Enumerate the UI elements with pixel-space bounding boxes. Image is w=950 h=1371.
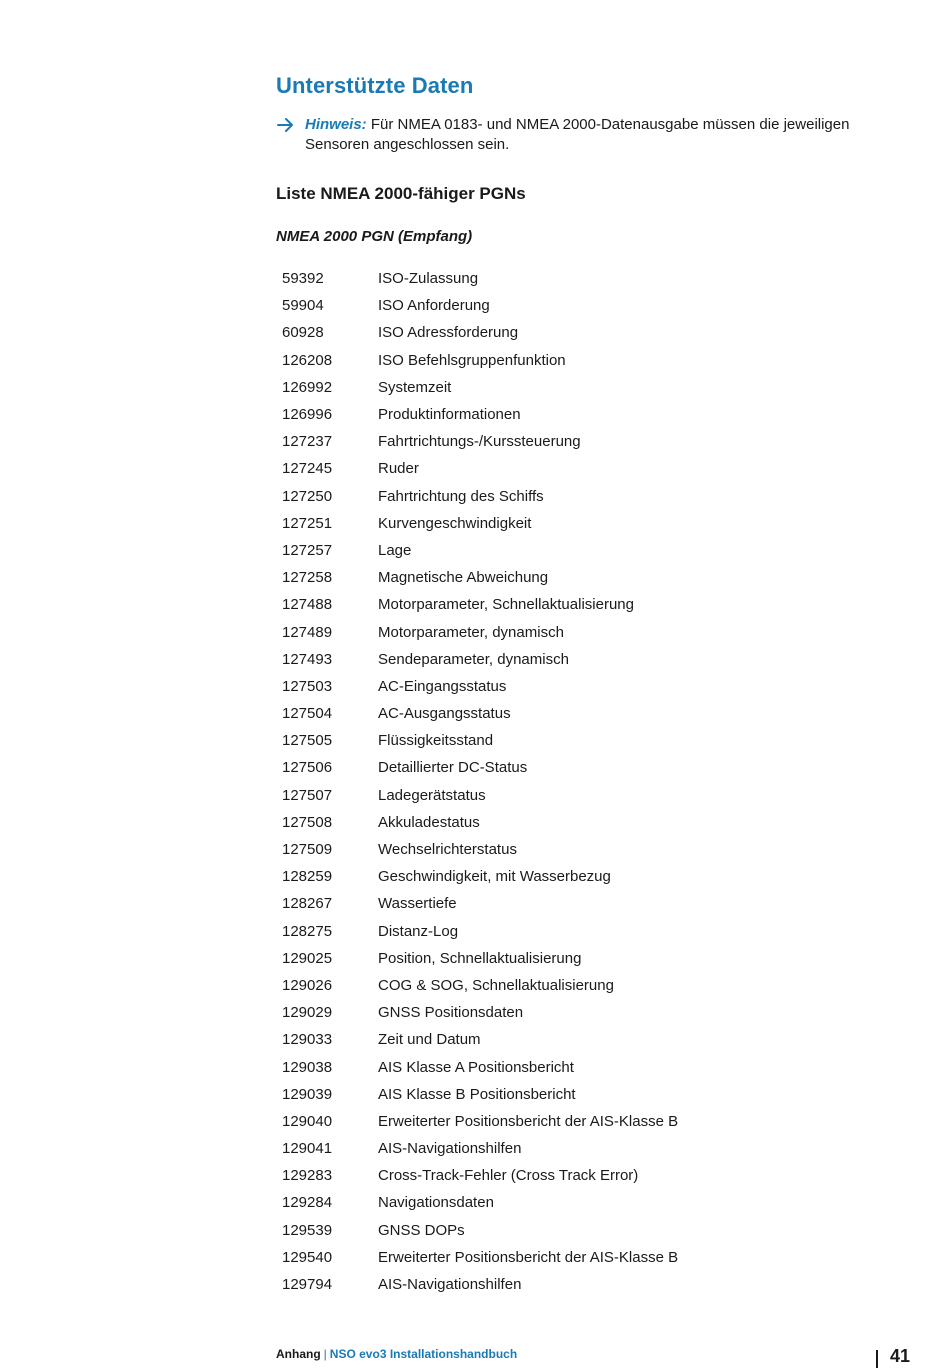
pgn-number: 129040 bbox=[282, 1112, 333, 1130]
pgn-table-body bbox=[276, 265, 678, 1298]
page-number-divider bbox=[876, 1350, 878, 1368]
table-row bbox=[276, 782, 678, 809]
section-heading: Liste NMEA 2000-fähiger PGNs bbox=[276, 184, 526, 203]
table-row bbox=[276, 347, 678, 374]
table-row bbox=[276, 945, 678, 972]
pgn-description: AC-Eingangsstatus bbox=[378, 677, 507, 695]
pgn-number: 59392 bbox=[282, 270, 324, 288]
pgn-description: ISO Adressforderung bbox=[378, 324, 519, 342]
pgn-number: 127251 bbox=[282, 514, 333, 532]
page-title: Unterstützte Daten bbox=[276, 73, 474, 98]
table-row bbox=[276, 483, 678, 510]
pgn-number: 127250 bbox=[282, 487, 333, 505]
table-row bbox=[276, 1053, 678, 1080]
table-row bbox=[276, 374, 678, 401]
table-row bbox=[276, 265, 678, 292]
pgn-description: Wechselrichterstatus bbox=[378, 841, 517, 859]
pgn-description: Kurvengeschwindigkeit bbox=[378, 514, 532, 532]
pgn-number: 127257 bbox=[282, 541, 333, 559]
pgn-number: 128259 bbox=[282, 868, 333, 886]
table-row bbox=[276, 754, 678, 781]
pgn-description: Sendeparameter, dynamisch bbox=[378, 650, 569, 668]
pgn-description: Detaillierter DC-Status bbox=[378, 759, 528, 777]
table-row bbox=[276, 999, 678, 1026]
table-row bbox=[276, 972, 678, 999]
pgn-number: 127504 bbox=[282, 705, 333, 723]
pgn-description: Magnetische Abweichung bbox=[378, 569, 549, 587]
footer-document-title: NSO evo3 Installationshandbuch bbox=[329, 1347, 518, 1361]
table-row bbox=[276, 292, 678, 319]
arrow-right-icon bbox=[276, 115, 296, 135]
table-row bbox=[276, 646, 678, 673]
footer-chapter: Anhang bbox=[276, 1347, 321, 1361]
pgn-number: 129540 bbox=[282, 1248, 333, 1266]
pgn-number: 129284 bbox=[282, 1194, 333, 1212]
pgn-number: 129038 bbox=[282, 1058, 333, 1076]
pgn-description: Fahrtrichtungs-/Kurssteuerung bbox=[378, 433, 581, 451]
footer-separator: | bbox=[323, 1347, 327, 1361]
pgn-number: 126996 bbox=[282, 406, 333, 424]
note-text: Für NMEA 0183- und NMEA 2000-Datenausgabe müssen die jeweiligen Sensoren angeschlossen sein. bbox=[305, 116, 850, 153]
pgn-number: 126208 bbox=[282, 351, 333, 369]
table-row bbox=[276, 319, 678, 346]
sub-heading: NMEA 2000 PGN (Empfang) bbox=[276, 228, 473, 245]
note bbox=[276, 115, 876, 155]
pgn-number: 129041 bbox=[282, 1140, 333, 1158]
pgn-description: Fahrtrichtung des Schiffs bbox=[378, 487, 544, 505]
pgn-description: Distanz-Log bbox=[378, 922, 459, 940]
note-text-block bbox=[305, 115, 876, 155]
pgn-number: 129029 bbox=[282, 1004, 333, 1022]
pgn-description: AC-Ausgangsstatus bbox=[378, 705, 511, 723]
pgn-description: COG & SOG, Schnellaktualisierung bbox=[378, 976, 614, 994]
table-row bbox=[276, 510, 678, 537]
pgn-description: Ruder bbox=[378, 460, 419, 478]
table-row bbox=[276, 727, 678, 754]
footer bbox=[276, 1347, 517, 1361]
pgn-number: 60928 bbox=[282, 324, 324, 342]
pgn-number: 126992 bbox=[282, 378, 333, 396]
pgn-description: GNSS Positionsdaten bbox=[378, 1004, 524, 1022]
table-row bbox=[276, 1135, 678, 1162]
pgn-description: Wassertiefe bbox=[378, 895, 457, 913]
pgn-description: Cross-Track-Fehler (Cross Track Error) bbox=[378, 1167, 639, 1185]
table-row bbox=[276, 401, 678, 428]
pgn-number: 127489 bbox=[282, 623, 333, 641]
table-row bbox=[276, 836, 678, 863]
pgn-number: 127505 bbox=[282, 732, 333, 750]
pgn-description: Motorparameter, dynamisch bbox=[378, 623, 564, 641]
pgn-number: 129539 bbox=[282, 1221, 333, 1239]
table-row bbox=[276, 863, 678, 890]
pgn-number: 127507 bbox=[282, 786, 333, 804]
pgn-description: AIS Klasse A Positionsbericht bbox=[378, 1058, 574, 1076]
pgn-description: Navigationsdaten bbox=[378, 1194, 494, 1212]
pgn-number: 127493 bbox=[282, 650, 333, 668]
table-row bbox=[276, 1189, 678, 1216]
table-row bbox=[276, 700, 678, 727]
table-row bbox=[276, 1244, 678, 1271]
pgn-description: Akkuladestatus bbox=[378, 813, 480, 831]
pgn-description: Erweiterter Positionsbericht der AIS-Klasse B bbox=[378, 1112, 679, 1130]
pgn-number: 129283 bbox=[282, 1167, 333, 1185]
table-row bbox=[276, 428, 678, 455]
pgn-description: GNSS DOPs bbox=[378, 1221, 465, 1239]
pgn-number: 129033 bbox=[282, 1031, 333, 1049]
page-number: 41 bbox=[890, 1346, 911, 1366]
pgn-number: 59904 bbox=[282, 297, 324, 315]
pgn-description: Motorparameter, Schnellaktualisierung bbox=[378, 596, 634, 614]
pgn-number: 127508 bbox=[282, 813, 333, 831]
pgn-description: ISO Befehlsgruppenfunktion bbox=[378, 351, 566, 369]
pgn-description: Geschwindigkeit, mit Wasserbezug bbox=[378, 868, 611, 886]
table-row bbox=[276, 1026, 678, 1053]
table-row bbox=[276, 673, 678, 700]
pgn-number: 127503 bbox=[282, 677, 333, 695]
pgn-number: 127509 bbox=[282, 841, 333, 859]
table-row bbox=[276, 1217, 678, 1244]
pgn-number: 127245 bbox=[282, 460, 333, 478]
table-row bbox=[276, 918, 678, 945]
table-row bbox=[276, 1108, 678, 1135]
table-row bbox=[276, 455, 678, 482]
table-row bbox=[276, 1162, 678, 1189]
pgn-table bbox=[276, 265, 678, 1298]
table-row bbox=[276, 1271, 678, 1298]
pgn-number: 127258 bbox=[282, 569, 333, 587]
pgn-description: Lage bbox=[378, 541, 412, 559]
pgn-number: 127488 bbox=[282, 596, 333, 614]
pgn-number: 129794 bbox=[282, 1276, 333, 1294]
pgn-number: 129026 bbox=[282, 976, 333, 994]
pgn-description: Systemzeit bbox=[378, 378, 452, 396]
pgn-number: 127237 bbox=[282, 433, 333, 451]
table-row bbox=[276, 890, 678, 917]
pgn-description: Produktinformationen bbox=[378, 406, 521, 424]
pgn-description: ISO-Zulassung bbox=[378, 270, 479, 288]
pgn-description: AIS Klasse B Positionsbericht bbox=[378, 1085, 576, 1103]
table-row bbox=[276, 1081, 678, 1108]
pgn-number: 129025 bbox=[282, 949, 333, 967]
table-row bbox=[276, 591, 678, 618]
pgn-description: AIS-Navigationshilfen bbox=[378, 1140, 522, 1158]
pgn-description: Position, Schnellaktualisierung bbox=[378, 949, 582, 967]
pgn-description: Zeit und Datum bbox=[378, 1031, 481, 1049]
pgn-number: 128267 bbox=[282, 895, 333, 913]
pgn-description: Flüssigkeitsstand bbox=[378, 732, 494, 750]
pgn-description: ISO Anforderung bbox=[378, 297, 490, 315]
note-label: Hinweis: bbox=[305, 116, 367, 133]
table-row bbox=[276, 618, 678, 645]
table-row bbox=[276, 564, 678, 591]
pgn-description: AIS-Navigationshilfen bbox=[378, 1276, 522, 1294]
pgn-number: 127506 bbox=[282, 759, 333, 777]
table-row bbox=[276, 537, 678, 564]
pgn-description: Erweiterter Positionsbericht der AIS-Klasse B bbox=[378, 1248, 679, 1266]
pgn-description: Ladegerätstatus bbox=[378, 786, 486, 804]
pgn-number: 128275 bbox=[282, 922, 333, 940]
pgn-number: 129039 bbox=[282, 1085, 333, 1103]
table-row bbox=[276, 809, 678, 836]
